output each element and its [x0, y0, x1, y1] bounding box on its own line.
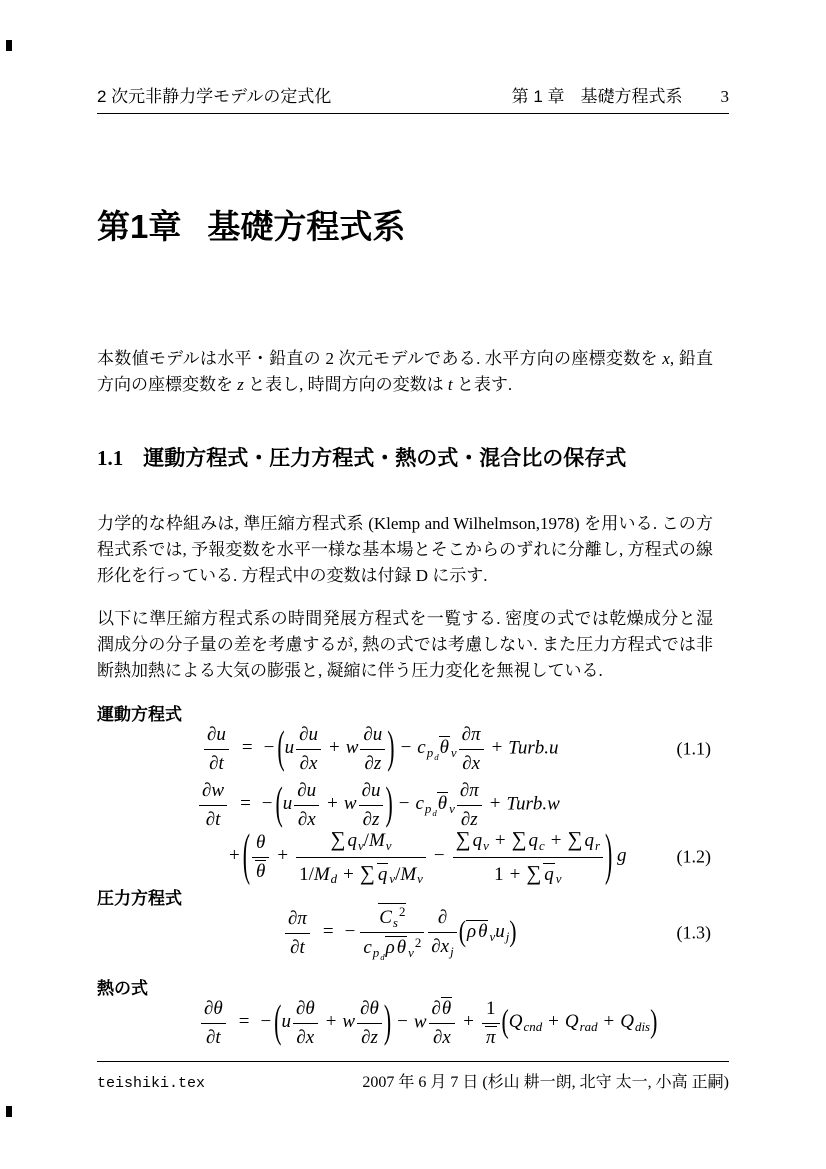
- equation-1-2-line-2: [97, 822, 729, 892]
- chapter-heading: [97, 206, 405, 249]
- equation-1-1-tag: (1.1): [676, 738, 711, 759]
- equation-heat: $\frac{\partial\theta}{\partial t}$ = − (u $\frac{\partial\theta}{\partial x}$ + w $\frac{\partial\theta}{\partial z}$ ) − w $\frac{\partial\theta}{\partial x}$ + $\frac{1}{\pi}$ $(Q_{cnd} + Q_{rad} + Q_{dis})$: [199, 997, 657, 1050]
- header-chapter-ref: [512, 82, 729, 107]
- registration-mark-top: [6, 40, 12, 51]
- equation-1-2-part-1: $\frac{\partial w}{\partial t}$ = − (u $\frac{\partial u}{\partial x}$ + w $\frac{\partial u}{\partial z}$ ) − $c_{p_d}\theta$ $_v$ $\frac{\partial\pi}{\partial z}$ + Turb.w: [197, 779, 560, 832]
- paragraph-framework: 力学的な枠組みは, 準圧縮方程式系 (Klemp and Wilhelmson,1978) を用いる. この方程式系では, 予報変数を水平一様な基本場とそこからのずれに分離し, 方程式の線形化を行っている. 方程式中の変数は付録 D に示す.: [97, 514, 713, 585]
- equation-1-2-tag: (1.2): [676, 846, 711, 867]
- equation-1-1-line: [97, 718, 729, 780]
- footer-filename: teishiki.tex: [97, 1075, 206, 1092]
- equation-1-3-tag: (1.3): [676, 922, 711, 943]
- footer-date-authors: 2007 年 6 月 7 日 (杉山 耕一朗, 北守 太一, 小高 正嗣): [362, 1074, 729, 1091]
- header-chapter-label: 第 1 章: [511, 87, 565, 106]
- equation-1-3: $\frac{\partial\pi}{\partial t}$ = − $\frac{C_s^2}{c_{p_d}\rho \theta _v^2}$ $\frac{\partial}{\partial x_j}$ (ρ θ $_vu_j$): [283, 903, 517, 962]
- header-section-label: 基礎方程式系: [580, 87, 683, 106]
- header-page-number: 3: [720, 87, 729, 106]
- chapter-title: 基礎方程式系: [207, 208, 406, 245]
- equation-label-heat: 熱の式: [97, 979, 148, 998]
- header-running-title: 2 次元非静力学モデルの定式化: [97, 87, 332, 106]
- equation-1-3-line: [97, 898, 729, 968]
- paragraph-intro: 本数値モデルは水平・鉛直の 2 次元モデルである. 水平方向の座標変数を x, 鉛直方向の座標変数を z と表し, 時間方向の変数は t と表す.: [97, 349, 713, 394]
- page-footer: [97, 1061, 729, 1092]
- section-heading: [97, 442, 626, 472]
- equation-label-motion: 運動方程式: [97, 705, 182, 724]
- page-header: [97, 82, 729, 114]
- paragraph-overview: 以下に準圧縮方程式系の時間発展方程式を一覧する. 密度の式では乾燥成分と湿潤成分の分子量の差を考慮するが, 熱の式では考慮しない. また圧力方程式では非断熱加熱による大気の膨張と, 凝縮に伴う圧力変化を無視している.: [97, 609, 713, 680]
- chapter-number: 第1章: [97, 208, 182, 245]
- equation-heat-line: [97, 990, 729, 1056]
- equation-1-1: $\frac{\partial u}{\partial t}$ = − (u $\frac{\partial u}{\partial x}$ + w $\frac{\partial u}{\partial z}$ ) − $c_{p_d}\theta$ $_v$ $\frac{\partial\pi}{\partial x}$ + Turb.u: [202, 723, 558, 776]
- section-title: 運動方程式・圧力方程式・熱の式・混合比の保存式: [143, 447, 627, 470]
- equation-label-pressure: 圧力方程式: [97, 889, 182, 908]
- registration-mark-bottom: [6, 1106, 12, 1117]
- equation-1-2-part-2: + ( $\frac{\theta}{\theta}$ + $\frac{\sum q_v/M_v}{1/M_d + \sum q _v/M_v}$ − $\frac{\sum q_v + \sum q_c + \sum q_r}{1 + \sum q _v}$ ) g: [229, 824, 627, 887]
- section-number: 1.1: [97, 446, 124, 470]
